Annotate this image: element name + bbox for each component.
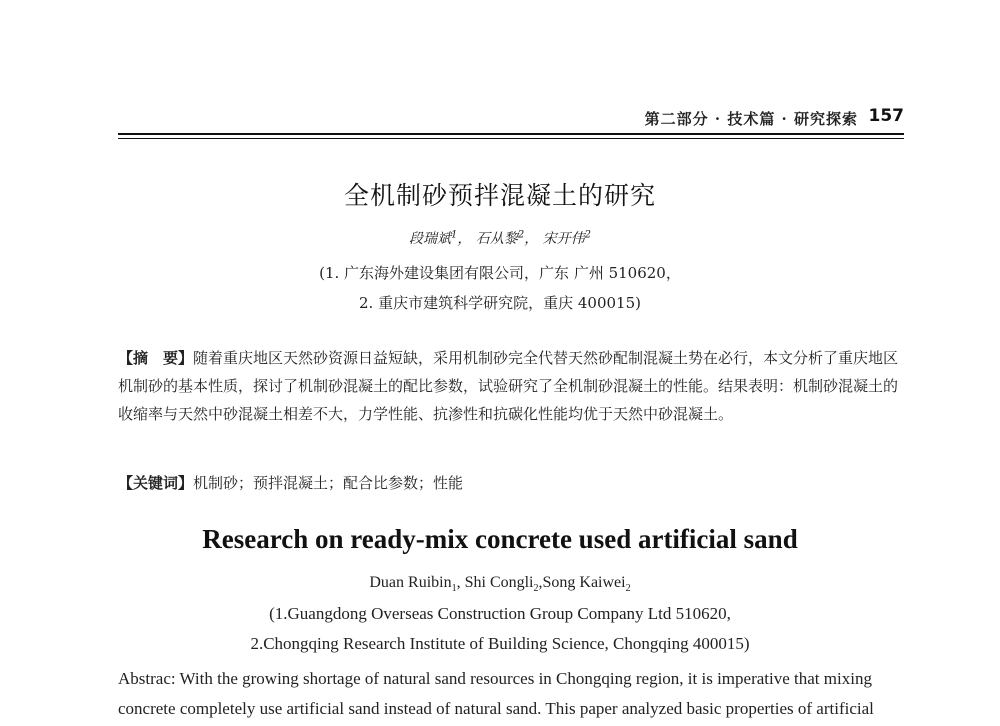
affiliation-english-1: (1.Guangdong Overseas Construction Group Company Ltd 510620, <box>269 604 731 623</box>
affiliation-chinese-2: 2. 重庆市建筑科学研究院，重庆 400015) <box>359 294 641 312</box>
page-number: 157 <box>868 106 904 126</box>
keywords-label: 【关键词】 <box>118 474 194 492</box>
author-separator: , <box>538 574 543 591</box>
abstract-label: 【摘 要】 <box>118 349 194 367</box>
abstract-text: With the growing shortage of natural sand resources in Chongqing region, it is imperative that mixing concrete completely use artificial sand instead of natural sand. This paper analyzed basic properties of artificial <box>118 669 874 718</box>
author-name: Song Kaiwei <box>542 574 626 591</box>
abstract-text: 随着重庆地区天然砂资源日益短缺，采用机制砂完全代替天然砂配制混凝土势在必行，本文分析了重庆地区机制砂的基本性质，探讨了机制砂混凝土的配比参数，试验研究了全机制砂混凝土的性能。结果表明：机制砂混凝土的收缩率与天然中砂混凝土相差不大，力学性能、抗渗性和抗碳化性能均优于天然中砂混凝土。 <box>118 349 899 423</box>
authors-english <box>0 574 1000 594</box>
header-rule-thick <box>118 133 904 135</box>
author-name: 段瑞斌 <box>408 231 451 247</box>
abstract-label: Abstrac: <box>118 669 176 688</box>
abstract-chinese <box>118 344 902 428</box>
keywords-chinese <box>118 472 902 493</box>
author-separator: ， <box>457 231 472 247</box>
author-separator: ， <box>524 231 539 247</box>
abstract-english <box>118 664 908 724</box>
author-separator: , <box>456 574 465 591</box>
author-affil-mark: 1 <box>451 583 457 595</box>
author-affil-mark: 2 <box>625 583 631 595</box>
keywords-text: 机制砂；预拌混凝土；配合比参数；性能 <box>193 474 464 492</box>
affiliation-english-2: 2.Chongqing Research Institute of Building Science, Chongqing 400015) <box>250 634 750 653</box>
affiliation-chinese-1: (1. 广东海外建设集团有限公司，广东 广州 510620， <box>319 264 681 282</box>
title-english: Research on ready-mix concrete used artificial sand <box>202 524 798 554</box>
author-name: 宋开伟 <box>542 231 585 247</box>
running-header <box>118 100 904 134</box>
header-rule-thin <box>118 138 904 139</box>
author-affil-mark: 2 <box>533 583 539 595</box>
author-name: 石从黎 <box>475 231 518 247</box>
title-chinese: 全机制砂预拌混凝土的研究 <box>343 181 656 210</box>
author-affil-mark: 1 <box>450 229 458 241</box>
author-name: Duan Ruibin <box>369 574 452 591</box>
authors-chinese <box>0 228 1000 248</box>
author-affil-mark: 2 <box>517 229 525 241</box>
author-affil-mark: 2 <box>584 229 592 241</box>
author-name: Shi Congli <box>464 574 534 591</box>
header-section-text: 第二部分 · 技术篇 · 研究探索 <box>644 110 858 128</box>
